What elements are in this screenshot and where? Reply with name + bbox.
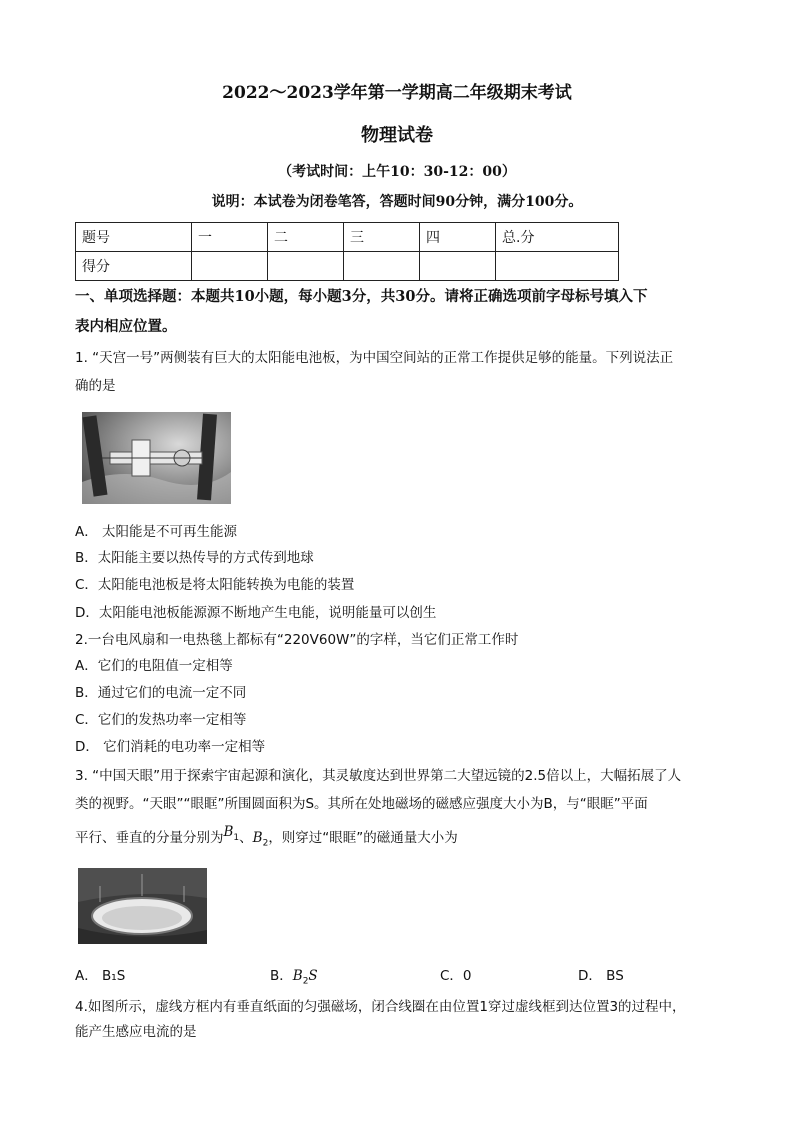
q3-text-b: ，则穿过“眼眶”的磁通量大小为 xyxy=(268,830,458,846)
q2-option-b: B．通过它们的电流一定不同 xyxy=(75,685,247,701)
score-cell: 题号 xyxy=(76,223,192,252)
score-cell: 三 xyxy=(344,223,420,252)
score-input-cell xyxy=(420,252,496,281)
score-input-cell xyxy=(192,252,268,281)
b2-subscript: 2 xyxy=(262,838,269,849)
q3-option-c: C．0 xyxy=(440,968,472,984)
question-1-stem: 1. “天宫一号”两侧装有巨大的太阳能电池板，为中国空间站的正常工作提供足够的能量。下列说法正 xyxy=(75,350,674,366)
q2-option-a: A．它们的电阻值一定相等 xyxy=(75,658,233,674)
score-cell: 得分 xyxy=(76,252,192,281)
q1-option-c: C．太阳能电池板是将太阳能转换为电能的装置 xyxy=(75,577,355,593)
q2-option-c: C．它们的发热功率一定相等 xyxy=(75,712,247,728)
score-input-cell xyxy=(344,252,420,281)
score-table xyxy=(75,222,619,281)
score-cell: 总.分 xyxy=(496,223,619,252)
b1-symbol: B xyxy=(223,824,234,840)
q3-option-b-prefix: B． xyxy=(270,968,293,984)
score-cell: 二 xyxy=(268,223,344,252)
question-3-stem-cont2 xyxy=(75,824,458,854)
tianyan-telescope-image xyxy=(78,868,207,944)
section-heading: 一、单项选择题：本题共10小题，每小题3分，共30分。请将正确选项前字母标号填入下 xyxy=(75,288,648,305)
q3-option-b-symbol: B xyxy=(292,968,303,984)
q3-option-b-subscript: 2 xyxy=(302,976,309,987)
score-cell: 一 xyxy=(192,223,268,252)
space-station-image xyxy=(82,412,231,504)
score-input-cell xyxy=(268,252,344,281)
q3-text-a: 平行、垂直的分量分别为 xyxy=(75,830,224,846)
question-4-stem-cont: 能产生感应电流的是 xyxy=(75,1024,197,1040)
section-heading-cont: 表内相应位置。 xyxy=(75,318,177,335)
q3-option-b-tail: S xyxy=(308,968,318,984)
question-1-stem-cont: 确的是 xyxy=(75,378,116,394)
q1-option-a: A． 太阳能是不可再生能源 xyxy=(75,524,238,540)
exam-time: （考试时间：上午10：30-12：00） xyxy=(278,164,516,180)
exam-subtitle: 物理试卷 xyxy=(361,125,433,146)
exam-note: 说明：本试卷为闭卷笔答，答题时间90分钟，满分100分。 xyxy=(211,194,583,210)
q2-option-d: D． 它们消耗的电功率一定相等 xyxy=(75,739,266,755)
b1-subscript: 1 xyxy=(233,832,240,843)
q3-option-a: A． B₁S xyxy=(75,968,126,984)
question-4-stem: 4.如图所示，虚线方框内有垂直纸面的匀强磁场，闭合线圈在由位置1穿过虚线框到达位置3的过程中， xyxy=(75,999,686,1015)
q3-option-d: D． BS xyxy=(578,968,624,984)
exam-title: 2022～2023学年第一学期高二年级期末考试 xyxy=(222,83,572,103)
question-3-stem: 3. “中国天眼”用于探索宇宙起源和演化，其灵敏度达到世界第二大望远镜的2.5倍以上，大幅拓展了人 xyxy=(75,768,682,784)
score-input-cell xyxy=(496,252,619,281)
score-table-header-row xyxy=(76,223,619,252)
score-cell: 四 xyxy=(420,223,496,252)
q1-option-b: B．太阳能主要以热传导的方式传到地球 xyxy=(75,550,314,566)
q1-option-d: D．太阳能电池板能源源不断地产生电能，说明能量可以创生 xyxy=(75,605,437,621)
q3-separator: 、 xyxy=(239,830,253,846)
b2-symbol: B xyxy=(252,830,263,846)
q3-option-b xyxy=(270,964,318,987)
question-3-stem-cont: 类的视野。“天眼”“眼眶”所围圆面积为S。其所在处地磁场的磁感应强度大小为B，与“眼眶”平面 xyxy=(75,796,648,812)
question-2-stem: 2.一台电风扇和一电热毯上都标有“220V60W”的字样，当它们正常工作时 xyxy=(75,632,519,648)
score-table-score-row xyxy=(76,252,619,281)
